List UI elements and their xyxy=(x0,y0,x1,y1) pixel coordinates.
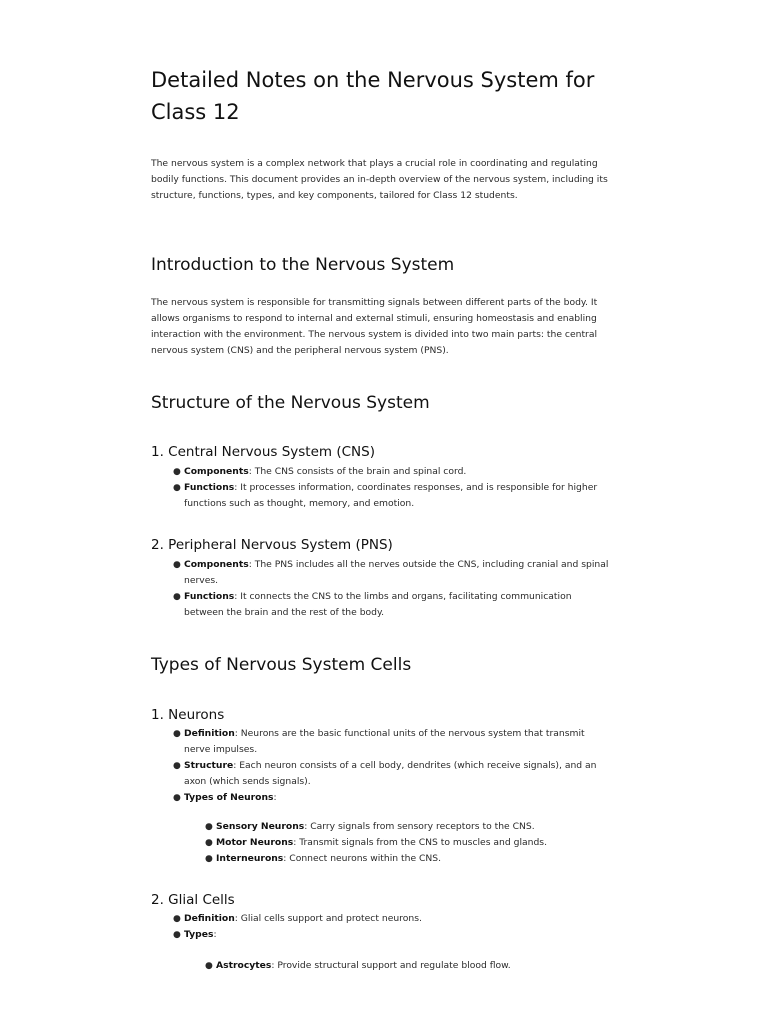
bullet-icon: ● xyxy=(173,467,181,477)
list-item-term: Astrocytes xyxy=(216,960,272,971)
list-item-term: Definition xyxy=(184,728,235,739)
list-item-text: : The CNS consists of the brain and spinal cord. xyxy=(248,466,467,477)
list-item-term: Functions xyxy=(184,591,235,602)
bullet-icon: ● xyxy=(173,560,181,570)
list-item-text: : Neurons are the basic functional units of the nervous system that transmit nerve impulses. xyxy=(184,728,585,755)
list-item xyxy=(151,958,613,974)
introduction-paragraph: The nervous system is responsible for transmitting signals between different parts of the body. It allows organisms to respond to internal and external stimuli, ensuring homeostasis and enabling interaction with the environment. The nervous system is divided into two main parts: the central nervous system (CNS) and the peripheral nervous system (PNS). xyxy=(151,297,598,356)
intro-paragraph: The nervous system is a complex network that plays a crucial role in coordinating and regulating bodily functions. This document provides an in-depth overview of the nervous system, including its structure, functions, types, and key components, tailored for Class 12 students. xyxy=(151,158,608,201)
list-item-term: Components xyxy=(184,466,249,477)
heading-cell-types: Types of Nervous System Cells xyxy=(151,655,412,675)
bullet-icon: ● xyxy=(173,930,181,940)
heading-pns: 2. Peripheral Nervous System (PNS) xyxy=(151,537,393,553)
bullet-icon: ● xyxy=(173,592,181,602)
list-item-text: : Transmit signals from the CNS to muscles and glands. xyxy=(293,837,547,848)
list-item-term: Functions xyxy=(184,482,235,493)
list-item-text: : Provide structural support and regulate blood flow. xyxy=(271,960,511,971)
bullet-icon: ● xyxy=(173,793,181,803)
list-item-term: Interneurons xyxy=(216,853,284,864)
list-item-term: Definition xyxy=(184,913,235,924)
bullet-icon: ● xyxy=(173,729,181,739)
list-item xyxy=(151,758,613,790)
neurons-list xyxy=(151,726,613,806)
neuron-types-list xyxy=(151,819,613,867)
glial-types-list xyxy=(151,958,613,974)
list-item xyxy=(151,927,613,943)
list-item-term: Structure xyxy=(184,760,234,771)
list-item xyxy=(151,911,613,927)
bullet-icon: ● xyxy=(173,761,181,771)
list-item-term: Types of Neurons xyxy=(184,792,274,803)
list-item xyxy=(151,835,613,851)
glial-list xyxy=(151,911,613,943)
bullet-icon: ● xyxy=(205,822,213,832)
list-item-text: : Each neuron consists of a cell body, dendrites (which receive signals), and an axon (which sends signals). xyxy=(184,760,597,787)
list-item xyxy=(151,480,613,512)
list-item xyxy=(151,726,613,758)
list-item-text: : Carry signals from sensory receptors to the CNS. xyxy=(304,821,535,832)
bullet-icon: ● xyxy=(205,854,213,864)
list-item-text: : xyxy=(213,929,217,940)
list-item xyxy=(151,790,613,806)
list-item-text: : Glial cells support and protect neurons. xyxy=(234,913,422,924)
list-item xyxy=(151,464,613,480)
heading-structure: Structure of the Nervous System xyxy=(151,393,430,413)
list-item-text: : xyxy=(273,792,277,803)
list-item-text: : It connects the CNS to the limbs and organs, facilitating communication between the brain and the rest of the body. xyxy=(184,591,572,618)
bullet-icon: ● xyxy=(173,914,181,924)
list-item-term: Sensory Neurons xyxy=(216,821,305,832)
cns-list xyxy=(151,464,613,512)
list-item xyxy=(151,819,613,835)
list-item xyxy=(151,589,613,621)
list-item-term: Types xyxy=(184,929,214,940)
list-item-text: : It processes information, coordinates responses, and is responsible for higher functions such as thought, memory, and emotion. xyxy=(184,482,598,509)
list-item xyxy=(151,557,613,589)
bullet-icon: ● xyxy=(205,838,213,848)
bullet-icon: ● xyxy=(173,483,181,493)
list-item xyxy=(151,851,613,867)
document-title: Detailed Notes on the Nervous System for Class 12 xyxy=(151,68,595,124)
list-item-term: Motor Neurons xyxy=(216,837,294,848)
bullet-icon: ● xyxy=(205,961,213,971)
pns-list xyxy=(151,557,613,621)
heading-cns: 1. Central Nervous System (CNS) xyxy=(151,444,375,460)
list-item-text: : Connect neurons within the CNS. xyxy=(283,853,442,864)
heading-neurons: 1. Neurons xyxy=(151,707,225,723)
list-item-term: Components xyxy=(184,559,249,570)
list-item-text: : The PNS includes all the nerves outside the CNS, including cranial and spinal nerves. xyxy=(184,559,609,586)
heading-introduction: Introduction to the Nervous System xyxy=(151,255,455,275)
heading-glial-cells: 2. Glial Cells xyxy=(151,892,235,908)
